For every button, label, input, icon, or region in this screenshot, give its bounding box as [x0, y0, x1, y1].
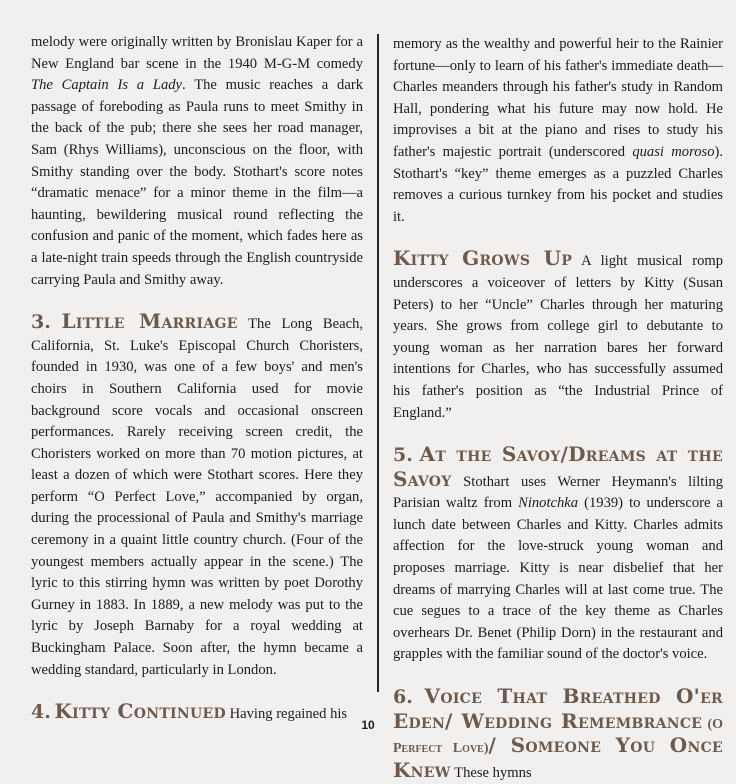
section-4-number: 4. — [31, 701, 51, 724]
section-6 — [393, 686, 723, 784]
section-4-body: Having regained his — [229, 706, 348, 723]
section-6-heading-a: Voice That Breathed O'er Eden/ Wedding Remembrance — [393, 684, 723, 733]
section-6-number: 6. — [393, 686, 413, 709]
continuation-text-2: ). Stothart's “key” theme emerges as a puzzled Charles removes a curious turnkey from his pocket and studies it. — [393, 143, 724, 225]
section-3 — [31, 311, 363, 681]
intro-text-2: . The music reaches a dark passage of foreboding as Paula runs to meet Smithy in the back of the pub; there she sees her road manager, Sam (Rhys Williams), unconscious on the floor, with Smithy standing over the body. Stothart's score notes “dramatic menace” for a minor theme in the film—a haunting, bewildering musical round reflecting the confusion and panic of the moment, which fades here as a late-night train speeds through the English countryside carrying Paula and Smithy away. — [31, 77, 363, 288]
continuation-paragraph — [393, 34, 723, 228]
intro-text-1: melody were originally written by Bronislau Kaper for a New England bar scene in the 1940 M-G-M comedy — [31, 34, 363, 72]
page-number: 10 — [361, 718, 375, 732]
section-5-body-1: Stothart uses Werner Heymann's lilting Parisian waltz from — [393, 473, 723, 512]
section-6-body: These hymns — [454, 764, 532, 781]
continuation-text-1: memory as the wealthy and powerful heir to the Rainier fortune—only to learn of his father's immediate death—Charles meanders through his father's study in Random Hall, pondering what his future may now hold. He improvises a bit at the piano and rises to study his father's majestic portrait (underscored — [393, 36, 723, 160]
left-column — [31, 32, 363, 726]
section-6-heading-b: / Someone You Once Knew — [393, 733, 723, 782]
kitty-grows-up-section — [393, 248, 723, 424]
section-5-body-2: (1939) to underscore a lunch date between Charles and Kitty. Charles admits affection for the love-struck young woman and proposes marriage. Kitty is near disbelief that her dreams of marrying Charles will at last come true. The cue segues to a trace of the key theme as Charles overhears Dr. Benet (Philip Dorn) in the restaurant and grapples with the familiar sound of the doctor's voice. — [393, 495, 723, 663]
section-5-heading: At the Savoy/Dreams at the Savoy — [393, 442, 723, 491]
section-3-heading: Little Marriage — [61, 309, 238, 334]
film-title-ninotchka: Ninotchka — [518, 495, 579, 512]
section-6-subtitle: (O Perfect Love) — [393, 716, 723, 757]
column-divider — [377, 34, 379, 692]
right-column — [393, 34, 723, 784]
section-5 — [393, 444, 723, 666]
section-3-body: The Long Beach, California, St. Luke's Episcopal Church Choristers, founded in 1930, was one of a few boys' and men's choirs in Southern California used for movie background score vocals and occasional onscreen performances. Rarely receiving screen credit, the Choristers worked on more than 70 motion pictures, at least a dozen of which were Stothart scores. Here they perform “O Perfect Love,” accompanied by organ, during the processional of Paula and Smithy's marriage ceremony in a quaint little country church. (Four of the youngest members actually appear in the scene.) The lyric to this stirring hymn was written by poet Dorothy Gurney in 1883. In 1889, a new melody was put to the lyric by Joseph Barnaby for a royal wedding at Buckingham Palace. Soon after, the hymn became a wedding standard, particularly in London. — [31, 316, 364, 678]
section-3-number: 3. — [31, 311, 51, 334]
section-4-heading: Kitty Continued — [54, 699, 226, 724]
film-title-captain: The Captain Is a Lady — [31, 77, 183, 94]
kitty-grows-up-body: A light musical romp underscores a voiceover of letters by Kitty (Susan Peters) to her “Uncle” Charles through her maturing years. She grows from college girl to debutante to young woman as her narration bares her forward intentions for Charles, who has successfully assumed his father's position as “the Industrial Prince of England.” — [393, 253, 724, 421]
tempo-marking: quasi moroso — [632, 143, 715, 160]
section-5-number: 5. — [393, 444, 413, 467]
intro-paragraph — [31, 32, 363, 291]
kitty-grows-up-heading: Kitty Grows Up — [393, 246, 573, 271]
